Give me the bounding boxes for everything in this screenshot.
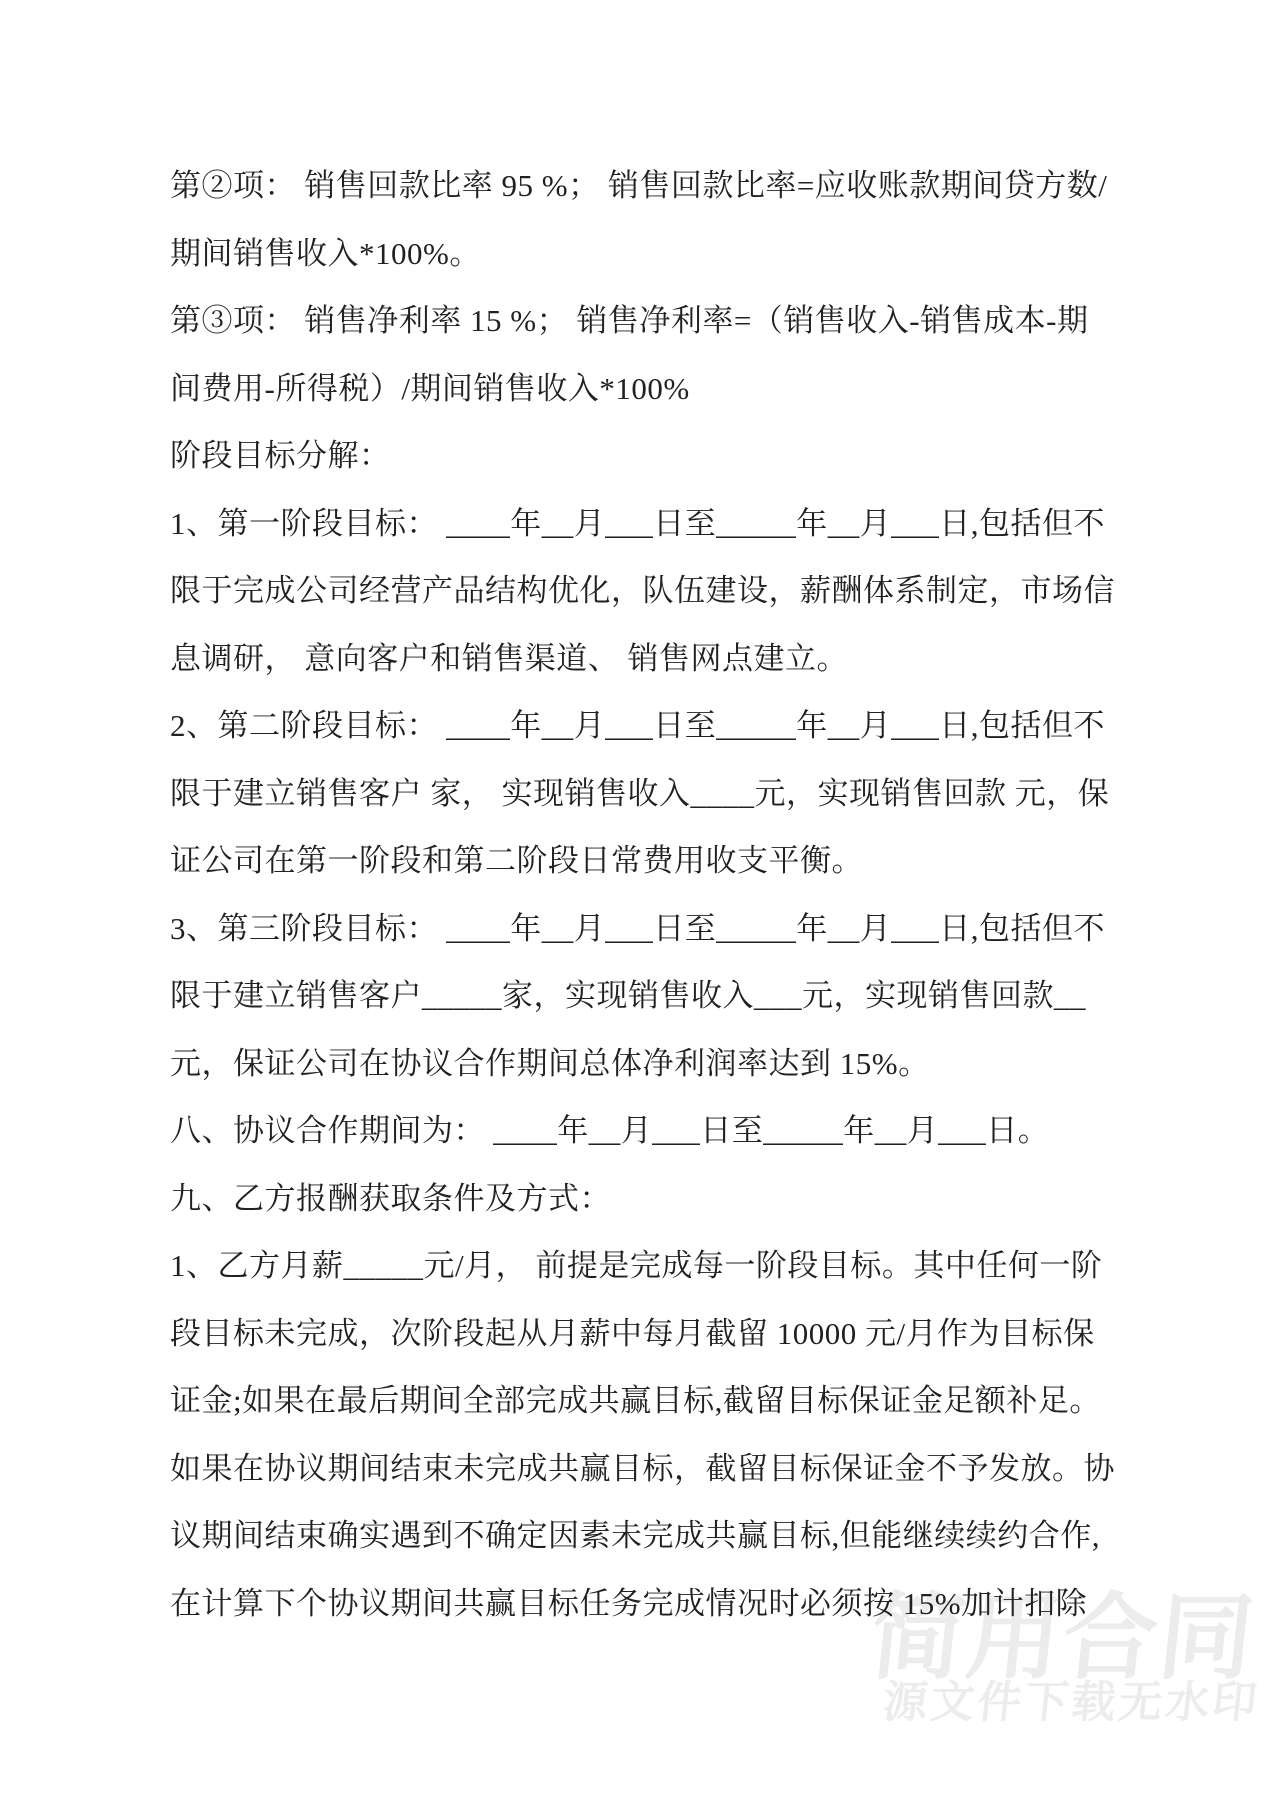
document-line: 期间销售收入*100%。 [170,235,481,271]
watermark-logo-text: 简用合同 [865,1585,1261,1690]
document-line: 证公司在第一阶段和第二阶段日常费用收支平衡。 [170,843,863,878]
document-line: 3、第三阶段目标： ____年__月___日至_____年__月___日,包括但不 [170,910,1105,946]
document-line: 议期间结束确实遇到不确定因素未完成共赢目标,但能继续续约合作, [170,1518,1100,1553]
document-line: 息调研， 意向客户和销售渠道、 销售网点建立。 [170,640,848,676]
document-line: 八、协议合作期间为： ____年__月___日至_____年__月___日。 [170,1113,1050,1148]
document-line: 在计算下个协议期间共赢目标任务完成情况时必须按 15%加计扣除 [170,1585,1088,1621]
document-line: 阶段目标分解： [170,438,391,473]
document-line: 如果在协议期间结束未完成共赢目标，截留目标保证金不予发放。协 [170,1450,1115,1486]
document-line: 2、第二阶段目标： ____年__月___日至_____年__月___日,包括但不 [170,708,1105,743]
watermark-subtitle-text: 源文件下载无水印 [880,1678,1263,1727]
document-line: 证金;如果在最后期间全部完成共赢目标,截留目标保证金足额补足。 [170,1383,1101,1418]
document-line: 1、第一阶段目标： ____年__月___日至_____年__月___日,包括但不 [170,505,1105,541]
document-line: 限于建立销售客户_____家，实现销售收入___元，实现销售回款__ [170,978,1086,1013]
document-line: 段目标未完成，次阶段起从月薪中每月截留 10000 元/月作为目标保 [170,1315,1095,1351]
document-line: 1、乙方月薪_____元/月， 前提是完成每一阶段目标。其中任何一阶 [170,1248,1103,1283]
document-line: 限于建立销售客户 家， 实现销售收入____元，实现销售回款 元，保 [170,775,1110,811]
document-line: 九、乙方报酬获取条件及方式： [170,1180,611,1216]
document-line: 限于完成公司经营产品结构优化，队伍建设，薪酬体系制定，市场信 [170,573,1115,608]
document-line: 间费用-所得税）/期间销售收入*100% [170,370,690,406]
document-line: 第③项： 销售净利率 15 %； 销售净利率=（销售收入-销售成本-期 [170,303,1089,338]
document-line: 元，保证公司在协议合作期间总体净利润率达到 15%。 [170,1045,930,1081]
document-line: 第②项： 销售回款比率 95 %； 销售回款比率=应收账款期间贷方数/ [170,168,1108,203]
document-body [170,152,1136,1637]
